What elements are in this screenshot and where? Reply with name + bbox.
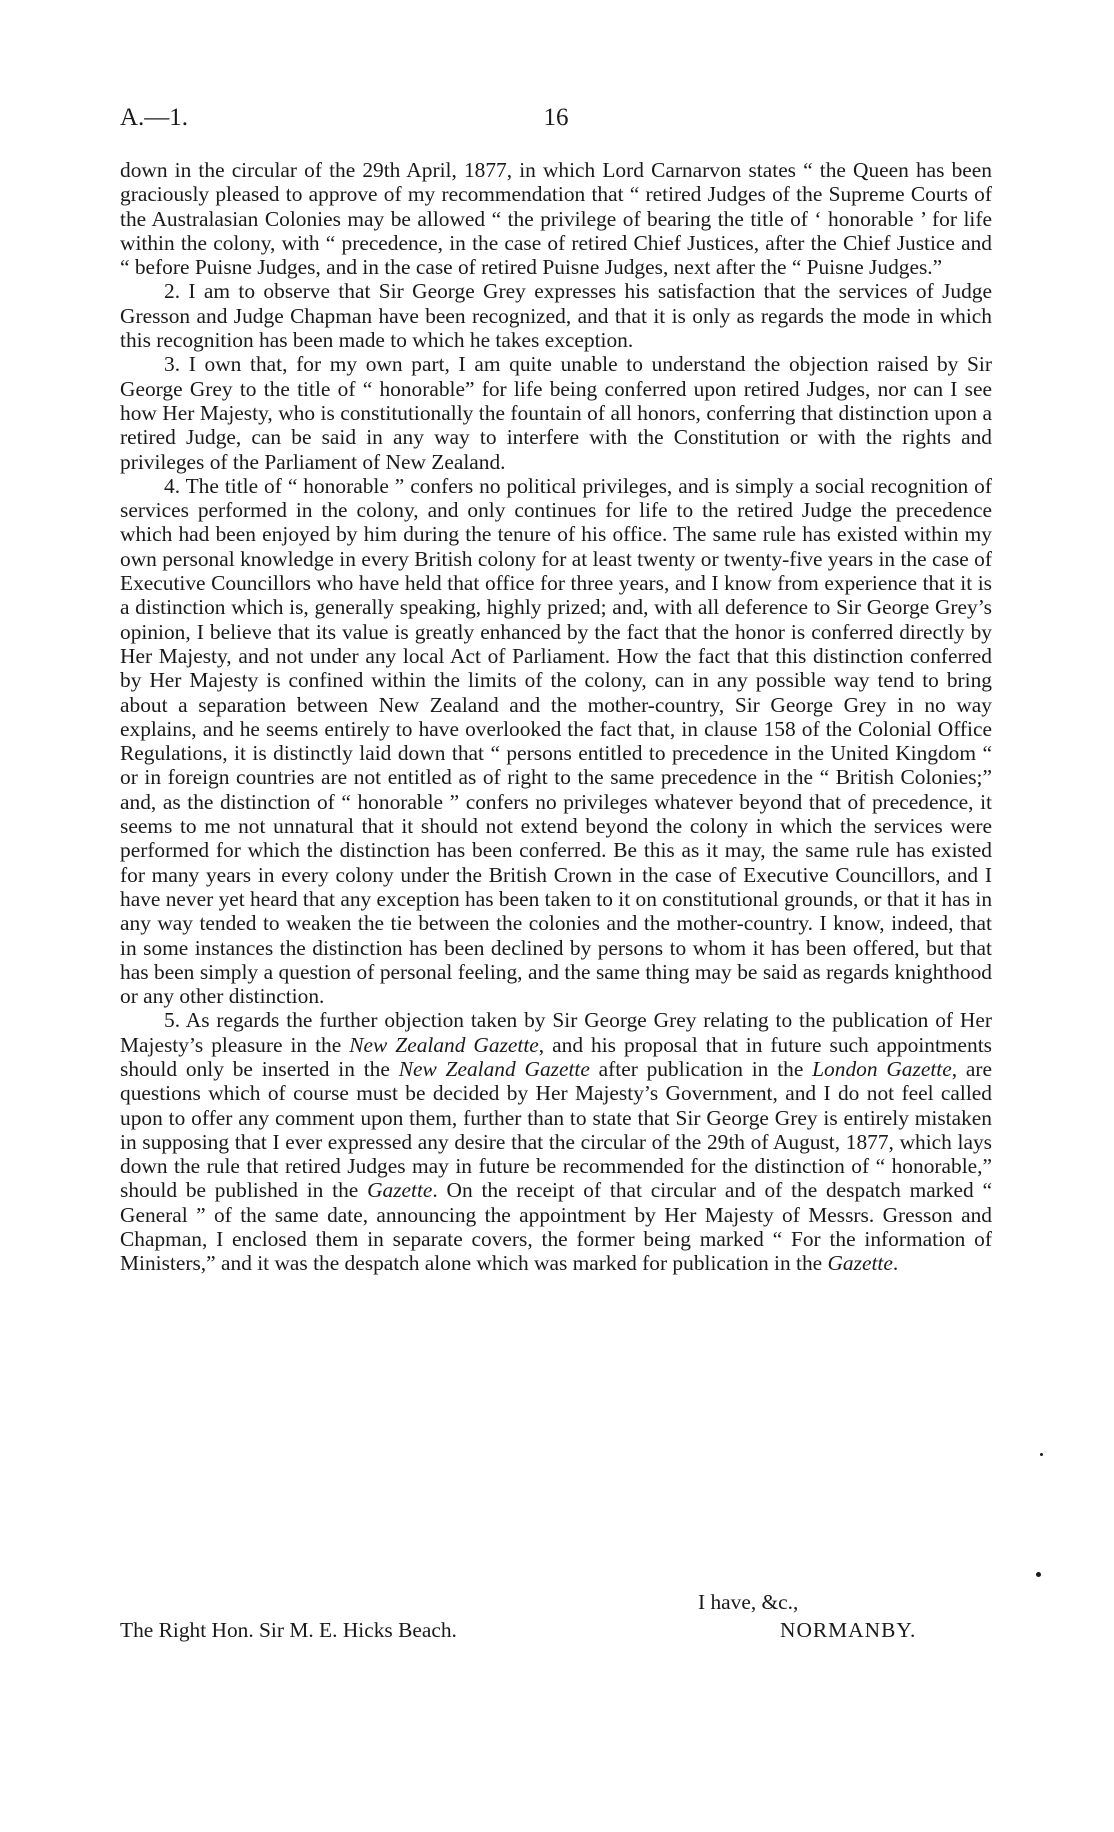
paragraph-5-text: 5. As regards the further objection taken by Sir George Grey relating to the publication of Her Majesty’s pleasure in the [120,1008,992,1057]
gazette-title: Gazette [367,1178,433,1203]
paragraph-5-text: . [892,1251,899,1276]
page-number: 16 [543,104,569,131]
addressee: The Right Hon. Sir M. E. Hicks Beach. [120,1618,457,1642]
paragraph-5-text: , and his proposal that in future such appointments should only be inserted in the [120,1032,992,1081]
paragraph-5-text: after publication in the [589,1056,813,1081]
scan-speck-mark [1040,1453,1043,1456]
paragraph-5-text: , are questions which of course must be decided by Her Majesty’s Government, and I do not feel called upon to offer any comment upon them, further than to state that Sir George Grey is entirely mistaken in supposing that I ever expressed any desire that the circular of the 29th of August, 1877, which lays down the rule that retired Judges may in future be recommended for the distinction of “ honorable,” should be published in the [120,1056,992,1203]
gazette-title: Gazette [827,1251,893,1276]
paragraph-2: 2. I am to observe that Sir George Grey expresses his satisfaction that the services of Judge Gresson and Judge Chapman have been recognized, and that it is only as regards the mode in which this recognition has been made to which he takes exception. [120,279,992,353]
gazette-title: New Zealand Gazette [349,1032,539,1057]
paragraph-continuation: down in the circular of the 29th April, 1877, in which Lord Carnarvon states “ the Queen has been graciously pleased to approve of my recommendation that “ retired Judges of the Supreme Courts of the Australasian Colonies may be allowed “ the privilege of bearing the title of ‘ honorable ’ for life within the colony, with “ precedence, in the case of retired Chief Justices, after the Chief Justice and “ before Puisne Judges, and in the case of retired Puisne Judges, next after the “ Puisne Judges.” [120,158,992,280]
paragraph-4: 4. The title of “ honorable ” confers no political privileges, and is simply a social recognition of services performed in the colony, and only continues for life to the retired Judge the precedence which had been enjoyed by him during the tenure of his office. The same rule has existed within my own personal knowledge in every British colony for at least twenty or twenty-five years in the case of Executive Councillors who have held that office for three years, and I know from experience that it is a distinction which is, generally speaking, highly prized; and, with all deference to Sir George Grey’s opinion, I believe that its value is greatly enhanced by the fact that the honor is conferred directly by Her Majesty, and not under any local Act of Parliament. How the fact that this distinction conferred by Her Majesty is confined within the limits of the colony, can in any possible way tend to bring about a separation between New Zealand and the mother-country, Sir George Grey in no way explains, and he seems entirely to have overlooked the fact that, in clause 158 of the Colonial Office Regulations, it is distinctly laid down that “ persons entitled to precedence in the United Kingdom “ or in foreign countries are not entitled as of right to the same precedence in the “ British Colonies;” and, as the distinction of “ honorable ” confers no privileges whatever beyond that of precedence, it seems to me not unnatural that it should not extend beyond the colony in which the services were performed for which the distinction has been conferred. Be this as it may, the same rule has existed for many years in every colony under the British Crown in the case of Executive Councillors, and I have never yet heard that any exception has been taken to it on constitutional grounds, or that it has in any way tended to weaken the tie between the colonies and the mother-country. I know, indeed, that in some instances the distinction has been declined by persons to whom it has been offered, but that has been simply a question of personal feeling, and the same thing may be said as regards knighthood or any other distinction. [120,473,993,1009]
gazette-title: New Zealand Gazette [398,1056,590,1081]
paragraph-3: 3. I own that, for my own part, I am quite unable to understand the objection raised by Sir George Grey to the title of “ honorable” for life being conferred upon retired Judges, nor can I see how Her Majesty, who is constitutionally the fountain of all honors, conferring that distinction upon a retired Judge, can be said in any way to interfere with the Constitution or with the rights and privileges of the Parliament of New Zealand. [120,352,992,474]
gazette-title: London Gazette [812,1056,952,1081]
scan-speck-mark [1036,1572,1041,1577]
paragraph-5-text: . On the receipt of that circular and of the despatch marked “ General ” of the same date, announcing the appointment by Her Majesty of Messrs. Gresson and Chapman, I enclosed them in separate covers, the former being marked “ For the information of Ministers,” and it was the despatch alone which was marked for publication in the [120,1178,992,1276]
letter-body [120,158,992,1276]
paragraph-5 [120,1008,992,1275]
page-header [120,104,992,136]
signature: NORMANBY. [780,1618,917,1642]
closing-formula: I have, &c., [698,1590,799,1614]
document-reference: A.—1. [120,104,189,131]
